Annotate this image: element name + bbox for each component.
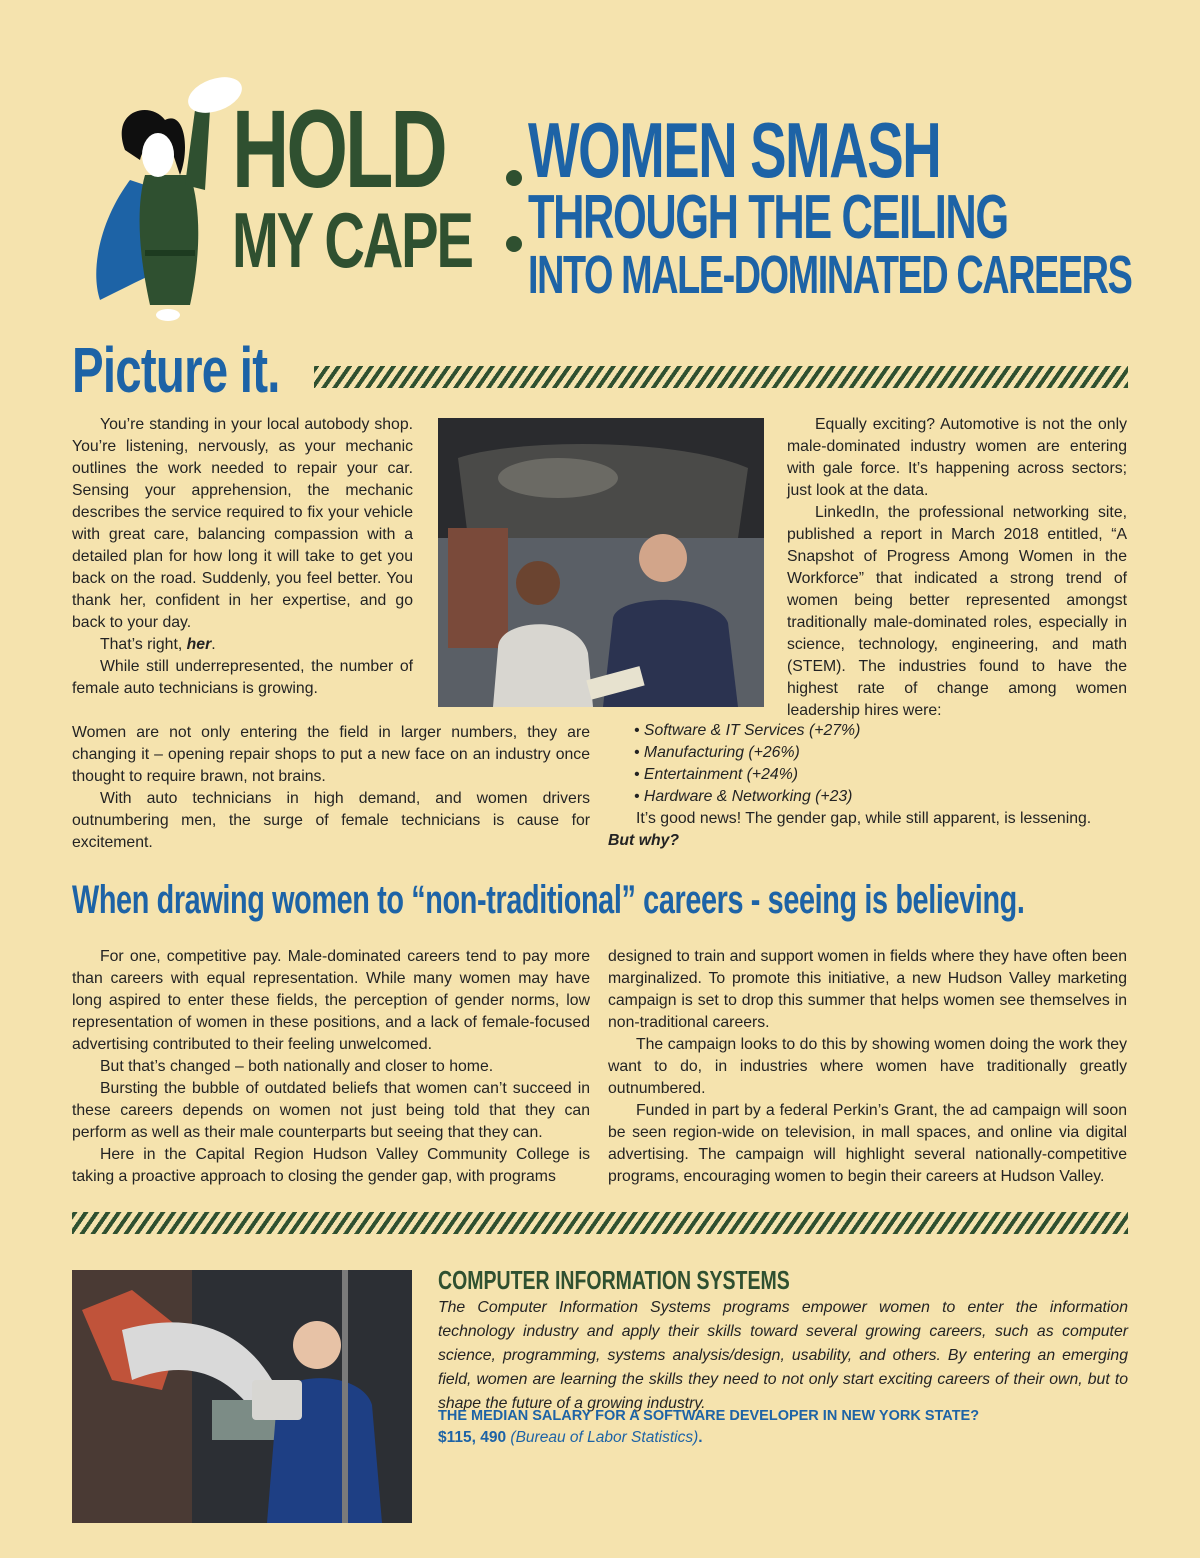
industries-list-block: [608, 720, 1127, 852]
auto-technicians-paragraph: With auto technicians in high demand, and women drivers outnumbering men, the surge of female technicians is cause for excitement.: [72, 790, 590, 851]
but-why-text: But why?: [608, 832, 680, 849]
intro-column-right: [787, 414, 1127, 722]
salary-amount: $115, 490: [438, 1429, 507, 1446]
mechanics-photo: [438, 418, 764, 707]
salary-source: (Bureau of Labor Statistics): [510, 1429, 699, 1446]
superhero-woman-illustration: [90, 70, 250, 330]
section-heading-picture-it: Picture it.: [72, 334, 280, 406]
underrepresented-paragraph: While still underrepresented, the number of female auto technicians is growing.: [72, 658, 413, 697]
list-item: • Software & IT Services (+27%): [634, 722, 861, 739]
list-item: • Manufacturing (+26%): [634, 744, 800, 761]
linkedin-paragraph: LinkedIn, the professional networking site, published a report in March 2018 entitled, “A Snapshot of Progress Among Women in the Workforce” that indicated a strong trend of women being better represented amongst traditionally male-dominated roles, especially in science, technology, engineering, and math (STEM). The industries found to have the highest rate of change among women leadership hires were:: [787, 504, 1127, 719]
title-line-2: THROUGH THE CEILING: [528, 183, 1008, 252]
salary-period: .: [698, 1429, 703, 1446]
robotics-student-photo: [72, 1270, 412, 1523]
salary-answer: [438, 1427, 703, 1449]
women-entering-paragraph: Women are not only entering the field in larger numbers, they are changing it – opening repair shops to put a new face on an industry once thought to require brawn, not brains.: [72, 724, 590, 785]
good-news-paragraph: It’s good news! The gender gap, while still apparent, is lessening.: [636, 810, 1092, 827]
section2-column-right: [608, 946, 1127, 1188]
section2-column-left: [72, 946, 590, 1188]
hatch-divider-bottom: [72, 1212, 1128, 1234]
paragraph: Here in the Capital Region Hudson Valley Community College is taking a proactive approach to closing the gender gap, with programs: [72, 1146, 590, 1185]
paragraph: Funded in part by a federal Perkin’s Grant, the ad campaign will soon be seen region-wide on television, in mall spaces, and online via digital advertising. The campaign will highlight several nationally-competitive programs, encouraging women to begin their careers at Hudson Valley.: [608, 1102, 1127, 1185]
thats-right-text: That’s right,: [100, 636, 183, 653]
paragraph: But that’s changed – both nationally and closer to home.: [100, 1058, 494, 1075]
list-item: • Hardware & Networking (+23): [634, 788, 853, 805]
page-title: [528, 106, 1188, 305]
hold-my-cape-logotype: [232, 88, 522, 284]
paragraph: Bursting the bubble of outdated beliefs that women can’t succeed in these careers depends on women not just being told that they can perform as well as their male counterparts but seeing that they can.: [72, 1080, 590, 1141]
hold-word: HOLD: [232, 88, 445, 211]
period: .: [211, 636, 216, 653]
paragraph: The campaign looks to do this by showing women doing the work they want to do, in industries where women have traditionally greatly outnumbered.: [608, 1036, 1127, 1097]
header: [0, 0, 1200, 330]
my-cape-word: MY CAPE: [232, 196, 472, 284]
paragraph: designed to train and support women in fields where they have often been marginalized. To promote this initiative, a new Hudson Valley marketing campaign is set to drop this summer that helps women see themselves in non-traditional careers.: [608, 948, 1127, 1031]
colon-dots: [506, 170, 522, 302]
list-item: • Entertainment (+24%): [634, 766, 799, 783]
hatch-divider-top: [314, 366, 1128, 388]
title-line-1: WOMEN SMASH: [528, 106, 941, 194]
equally-exciting-paragraph: Equally exciting? Automotive is not the only male-dominated industry women are entering with gale force. It’s happening across sectors; just look at the data.: [787, 416, 1127, 499]
intro-column-left: [72, 414, 413, 700]
paragraph: For one, competitive pay. Male-dominated careers tend to pay more than careers with equal representation. While many women may have long aspired to enter these fields, the perception of gender norms, low representation of women in these positions, and a lack of female-focused advertising contributed to their feeling unwelcomed.: [72, 948, 590, 1053]
salary-question: THE MEDIAN SALARY FOR A SOFTWARE DEVELOPER IN NEW YORK STATE?: [438, 1408, 980, 1424]
feature-title: COMPUTER INFORMATION SYSTEMS: [438, 1265, 790, 1295]
intro-paragraph: You’re standing in your local autobody shop. You’re listening, nervously, as your mechanic outlines the work needed to repair your car. Sensing your apprehension, the mechanic describes the service required to fix your vehicle with great care, balancing compassion with a detailed plan for how long it will take to get you back on the road. Suddenly, you feel better. You thank her, confident in her expertise, and go back to your day.: [72, 416, 413, 631]
title-line-3: INTO MALE-DOMINATED CAREERS: [528, 245, 1132, 305]
her-emphasis: her: [186, 636, 212, 653]
section-heading-seeing-is-believing: When drawing women to “non-traditional” careers - seeing is believing.: [72, 878, 1025, 922]
intro-column-left-bottom: [72, 722, 590, 854]
industries-list: [608, 720, 1127, 808]
feature-body: The Computer Information Systems programs empower women to enter the information technology industry and apply their skills toward several growing careers, such as computer science, programming, systems analysis/design, usability, and others. By entering an emerging field, women are learning the skills they need to not only start exciting careers of their own, but to shape the future of a growing industry.: [438, 1299, 1128, 1412]
thats-right-paragraph: [72, 634, 413, 656]
